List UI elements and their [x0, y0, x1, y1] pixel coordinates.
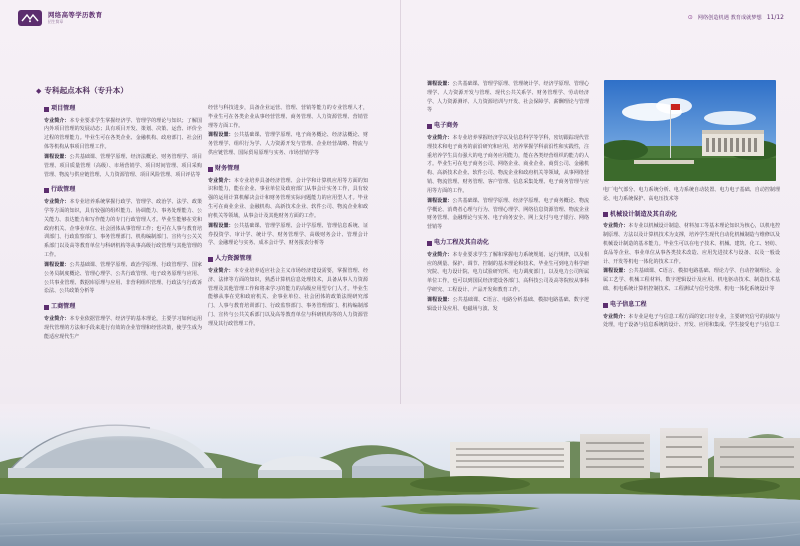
bullet-square-icon: [44, 305, 49, 310]
paragraph-text: 公共基础课、管理学原理、管理统计学、经济学原理、管理心理学、人力资源开发与管理、现代公共关系学、财务管理学、劳动经济学、人力资源测评、人力资源培训与开发、社会保障学、薪酬理论与管理等: [427, 81, 590, 114]
major-heading-text: 工商管理: [51, 303, 76, 311]
paragraph-label: 专业简介：: [44, 315, 70, 322]
paragraph-text: 公共基础课、管理学原理、电子商务概论、经济法概论、财务管理学、组织行为学、人力资源开发与管理、企业经营战略、物流与供应链管理、国际贸易原理与实务、市场营销学等: [208, 132, 369, 157]
paragraph-text: 公共基础课、管理学原理、会计学原理、管理信息系统、证券投资学、审计学、统计学、财务管理学、高级财务会计、管理会计学、金融理论与实务、成本会计学、财务报表分析等: [208, 222, 369, 247]
paragraph-label: 专业简介：: [427, 134, 453, 141]
paragraph-label: 专业简介：: [44, 199, 70, 206]
page-number: 11/12: [766, 14, 784, 21]
paragraph-text: 公共基础课、C语言、模拟电路基础、理论力学、自动控制理论、金属工艺学、机械工程材料、数字逻辑设计及应用、机电驱动技术、制造技术基础、机电系统计算机控制技术、工程测试与信号处理、机电一体化系统设计等: [603, 268, 780, 293]
paragraph-label: 专业简介：: [603, 313, 629, 320]
paragraph-text: 本专业是电子与信息工程方面的宽口径专业，主要研究信号的获取与处理，电子设备与信息系统的设计、开发、应用和集成。学生接受电子与信息工: [603, 313, 781, 329]
paragraph-text: 本专业培养掌握经济学以及信息科学等学科，密切跟踪现代管理技术和电子商务的前沿研究和应用，培养掌握学科前沿性和实践性，注重培养学生具有强大的电子商务应用能力，能在各类经营组织的能力的人才。毕业生可在电子商务公司、网络企业、商业企业、商贸公司、金融机构、高新技术企业、软件公司、物流企业和政府机关等领域，从事网络营销、物流管理、财务管理、客户管理、信息采集处理、电子商务管理与应用等方面的工作。: [427, 134, 590, 194]
section-title-text: 专科起点本科（专升本）: [44, 86, 128, 95]
section-title: [36, 84, 128, 97]
bullet-square-icon: [208, 167, 213, 172]
paragraph-text: 本专业培养系统掌握行政学、管理学、政治学、法学、政策学等方面的知识，具有较强的组织能力、协调能力、事务处理能力、公关能力、表达能力和写作能力的专门行政管理人才。毕业生能够在党和政府机关、企事业单位、社会团体从事管理工作；也可在人事与教育培训部门、行政监察部门、事务管理部门、机构编制部门、宣传与公关关系部门以及高等教育单位与科研机构等从事高级行政管理与其他管理的工作。: [44, 199, 203, 259]
major-paragraph: [427, 197, 589, 232]
major-paragraph: [603, 186, 780, 204]
major-paragraph: [44, 261, 202, 296]
major-heading: [44, 104, 202, 115]
major-heading: [44, 302, 202, 313]
column-3: [427, 80, 589, 315]
paragraph-label: 课程设置：: [427, 197, 453, 204]
column-4: [603, 186, 780, 331]
major-heading-text: 电子信息工程: [610, 300, 647, 308]
major-paragraph: [208, 267, 368, 329]
paragraph-text: 本专业培养具备经济管理、会计学和计算机应用等方面的知识和能力，能在企业、事业单位及政府部门从事会计实务工作，具有较强的运用计算机解决会计和财务管理实际问题能力的应用型人才。毕业生可在商业企业、金融机构、高新技术企业、软件公司、物流企业和政府机关等领域，从事会计及其他财务方面的工作。: [208, 177, 369, 219]
paragraph-text: 本专业依据管理学、经济学的基本理论，主要学习如何运用现代管理的方法和手段来进行有效的企业管理和经营决策，使学生成为能适应现代生产: [44, 315, 203, 340]
major-paragraph: [44, 117, 202, 152]
campus-building-photo: [604, 80, 776, 181]
header-left: [18, 10, 102, 26]
major-paragraph: [208, 222, 368, 248]
major-paragraph: [208, 104, 368, 130]
diamond-icon: ◆: [36, 86, 42, 95]
paragraph-text: 经营与科技进步，具备企业运营、管理、营销等能力的专业管理人才，毕业生可在各类企业从事经营管理、商务管理、人力资源管理、营销管理等方面工作。: [208, 105, 368, 129]
major-heading-text: 财务管理: [215, 164, 240, 172]
bullet-square-icon: [208, 257, 213, 262]
header-subtitle: 招生简章: [48, 18, 64, 24]
paragraph-label: 课程设置：: [427, 81, 453, 87]
paragraph-label: 专业简介：: [44, 117, 70, 124]
column-2: [208, 104, 368, 330]
paragraph-label: 专业简介：: [427, 251, 453, 258]
header-slogan: 网络创造机遇 教育成就梦想: [697, 14, 762, 21]
major-heading-text: 机械设计制造及其自动化: [610, 210, 678, 218]
major-heading: [427, 121, 589, 132]
paragraph-label: 课程设置：: [603, 268, 629, 275]
major-paragraph: [44, 198, 202, 260]
major-heading: [44, 185, 202, 196]
paragraph-label: 课程设置：: [44, 261, 70, 268]
bullet-square-icon: [427, 124, 432, 129]
bullet-square-icon: [44, 107, 49, 112]
bullet-square-icon: [603, 212, 608, 217]
paragraph-text: 本专业以机械设计制造、材料加工等基本理论知识为核心，以机电控制原理、方法以及计算机技术为支撑，培养学生现代自动化机械制造与维修以及机械设计制造的基本能力。毕业生可以在电子技术、机械、建筑、化工、轻纺、食品等企业、事业单位从事各类技术改造、应用先进技术与设备、以及一般设计、开发等机电一体化的技术工作。: [603, 223, 781, 265]
paragraph-label: 课程设置：: [44, 153, 70, 160]
major-paragraph: [44, 153, 202, 179]
paragraph-text: 电厂电气部分、电力系统分析、电力系统自动装置、电力电子基础、自动控制理论、电力系统保护、高电压技术等: [603, 187, 780, 202]
paragraph-text: 公共基础课、C语言、电路分析基础、模拟电路基础、数字逻辑设计及应用、电磁场与波、发: [427, 296, 589, 312]
paragraph-label: 专业简介：: [603, 223, 629, 230]
major-paragraph: [208, 131, 368, 157]
paragraph-text: 公共基础课、管理学原理、经济法概论、财务管理学、项目管理、项目质量管理（高级）、市场营销学、项目时间管理、项目采购管理、物流与供应链管理、人力资源管理、项目风险管理、项目评估等: [44, 153, 203, 178]
major-paragraph: [603, 222, 780, 266]
bullet-square-icon: [44, 188, 49, 193]
panorama-fade: [0, 404, 800, 442]
slogan-mark-icon: ⊙: [687, 14, 693, 21]
paragraph-text: 公共基础课、管理学原理、经济学原理、电子商务概论、物流学概论、消费者心理与行为、管理心理学、网络信息资源管理、物流企业财务管理、金融理论与实务、电子商务安全、网上支付与电子银行、网络营销等: [427, 197, 590, 231]
major-paragraph: [603, 267, 780, 293]
campus-panorama-photo: [0, 404, 800, 546]
major-heading: [208, 254, 368, 265]
paragraph-label: 专业简介：: [208, 177, 234, 184]
bullet-square-icon: [603, 303, 608, 308]
paragraph-label: 课程设置：: [208, 132, 234, 139]
major-heading-text: 行政管理: [51, 186, 76, 194]
paragraph-label: 专业简介：: [208, 267, 234, 274]
paragraph-text: 公共基础课、管理学原理、政治学原理、行政管理学、国家公务员制度概论、管理心理学、公共行政管理、电子政务原理与应用、公共事业管理、数据库原理与应用、非营利组织管理、行政法与行政诉讼法、公共政策分析等: [44, 261, 203, 295]
header-right: [688, 13, 784, 24]
major-heading: [603, 210, 780, 221]
major-heading: [603, 300, 780, 311]
major-heading-text: 项目管理: [51, 105, 76, 112]
paragraph-text: 本专业要求学生掌握经济学、管理学的理论与知识；了解国内外项目管理的发展动态；具有项目开发、策划、决策、运营、评价全过程的管理能力。毕业生可在各类企业、金融机构、政府部门、社会团体等机构从事项目管理工作。: [44, 117, 203, 151]
major-paragraph: [427, 251, 589, 295]
paragraph-label: 课程设置：: [208, 222, 234, 229]
paragraph-text: 本专业要求学生了解和掌握电力系统规划、运行规律，以及相应的测量、保护、调节、控制的基本理论和技术。毕业生可到电力科学研究院、电力设计院、电力试验研究所、电力调度部门，以及电力公司所属单位工作，也可以到国民经济建设各部门、高科技公司及高等院校从事科学研究、工程设计、产品开发和教育工作。: [427, 251, 590, 294]
paragraph-label: 课程设置：: [427, 296, 453, 303]
column-1: [44, 104, 202, 342]
paragraph-text: 本专业培养适应社会主义市场经济建设需要，掌握管理、经济、法律等方面的知识，熟悉计算机信息处理技术，具备从事人力资源管理及其他管理工作和将来学习的能力的高级应用型专门人才。毕业生能够从事在党和政府机关、企事业单位、社会团体的政策法规研究部门、人事与教育培训部门、行政监察部门、事务管理部门、机构编制部门、宣传与公共关系部门以及高等教育单位与科研机构等的人力资源管理及其行政管理工作。: [208, 267, 369, 327]
major-heading-text: 人力资源管理: [215, 255, 252, 263]
header-title: 网络高等学历教育: [48, 11, 103, 20]
major-heading: [427, 238, 589, 249]
major-heading-text: 电子商务: [434, 122, 459, 130]
major-paragraph: [427, 134, 589, 196]
major-heading: [208, 164, 368, 175]
bullet-square-icon: [427, 241, 432, 246]
major-paragraph: [427, 296, 589, 314]
major-paragraph: [603, 313, 780, 331]
major-paragraph: [208, 177, 368, 221]
school-logo: [18, 10, 42, 26]
major-heading-text: 电力工程及其自动化: [434, 239, 489, 247]
major-paragraph: [44, 315, 202, 341]
major-paragraph: [427, 80, 589, 115]
